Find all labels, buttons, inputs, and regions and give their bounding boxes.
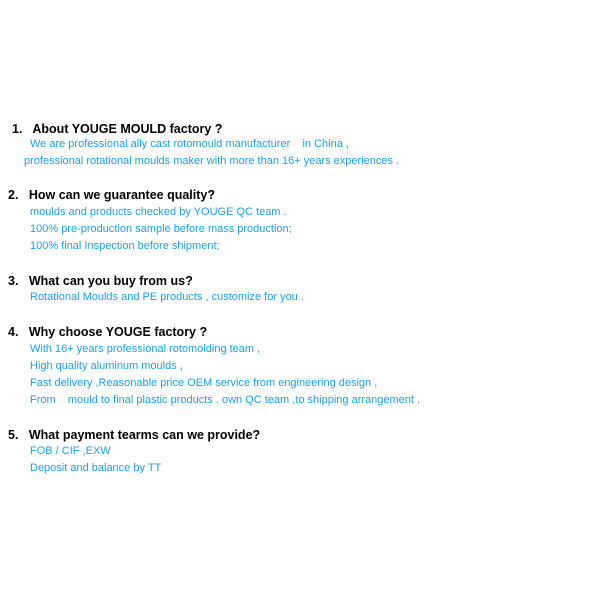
faq-answer-4-line-2: High quality aluminum moulds , [30, 360, 183, 372]
faq-answer-2-line-3: 100% final Inspection before shipment; [30, 240, 220, 252]
faq-answer-1-line-2: professional rotational moulds maker with more than 16+ years experiences . [24, 155, 400, 167]
faq-answer-1-line-1: We are professional ally cast rotomould manufacturer in China , [30, 138, 349, 150]
faq-answer-3-line-1: Rotational Moulds and PE products , customize for you . [30, 291, 304, 303]
faq-answer-4-line-3: Fast delivery ,Reasonable price OEM service from engineering design , [30, 377, 378, 389]
faq-answer-5-line-2: Deposit and balance by TT [30, 462, 162, 474]
faq-answer-2-line-2: 100% pre-production sample before mass production; [30, 223, 292, 235]
faq-question-3: 3. What can you buy from us? [8, 274, 193, 288]
faq-answer-4-line-1: With 16+ years professional rotomolding team , [30, 343, 261, 355]
faq-question-4: 4. Why choose YOUGE factory ? [8, 325, 208, 339]
faq-answer-5-line-1: FOB / CIF ,EXW [30, 445, 111, 457]
faq-question-2: 2. How can we guarantee quality? [8, 188, 215, 202]
faq-answer-2-line-1: moulds and products checked by YOUGE QC team . [30, 206, 287, 218]
faq-question-5: 5. What payment tearms can we provide? [8, 428, 261, 442]
faq-question-1: 1. About YOUGE MOULD factory ? [12, 122, 223, 136]
faq-answer-4-line-4: From mould to final plastic products . own QC team ,to shipping arrangement . [30, 394, 421, 406]
